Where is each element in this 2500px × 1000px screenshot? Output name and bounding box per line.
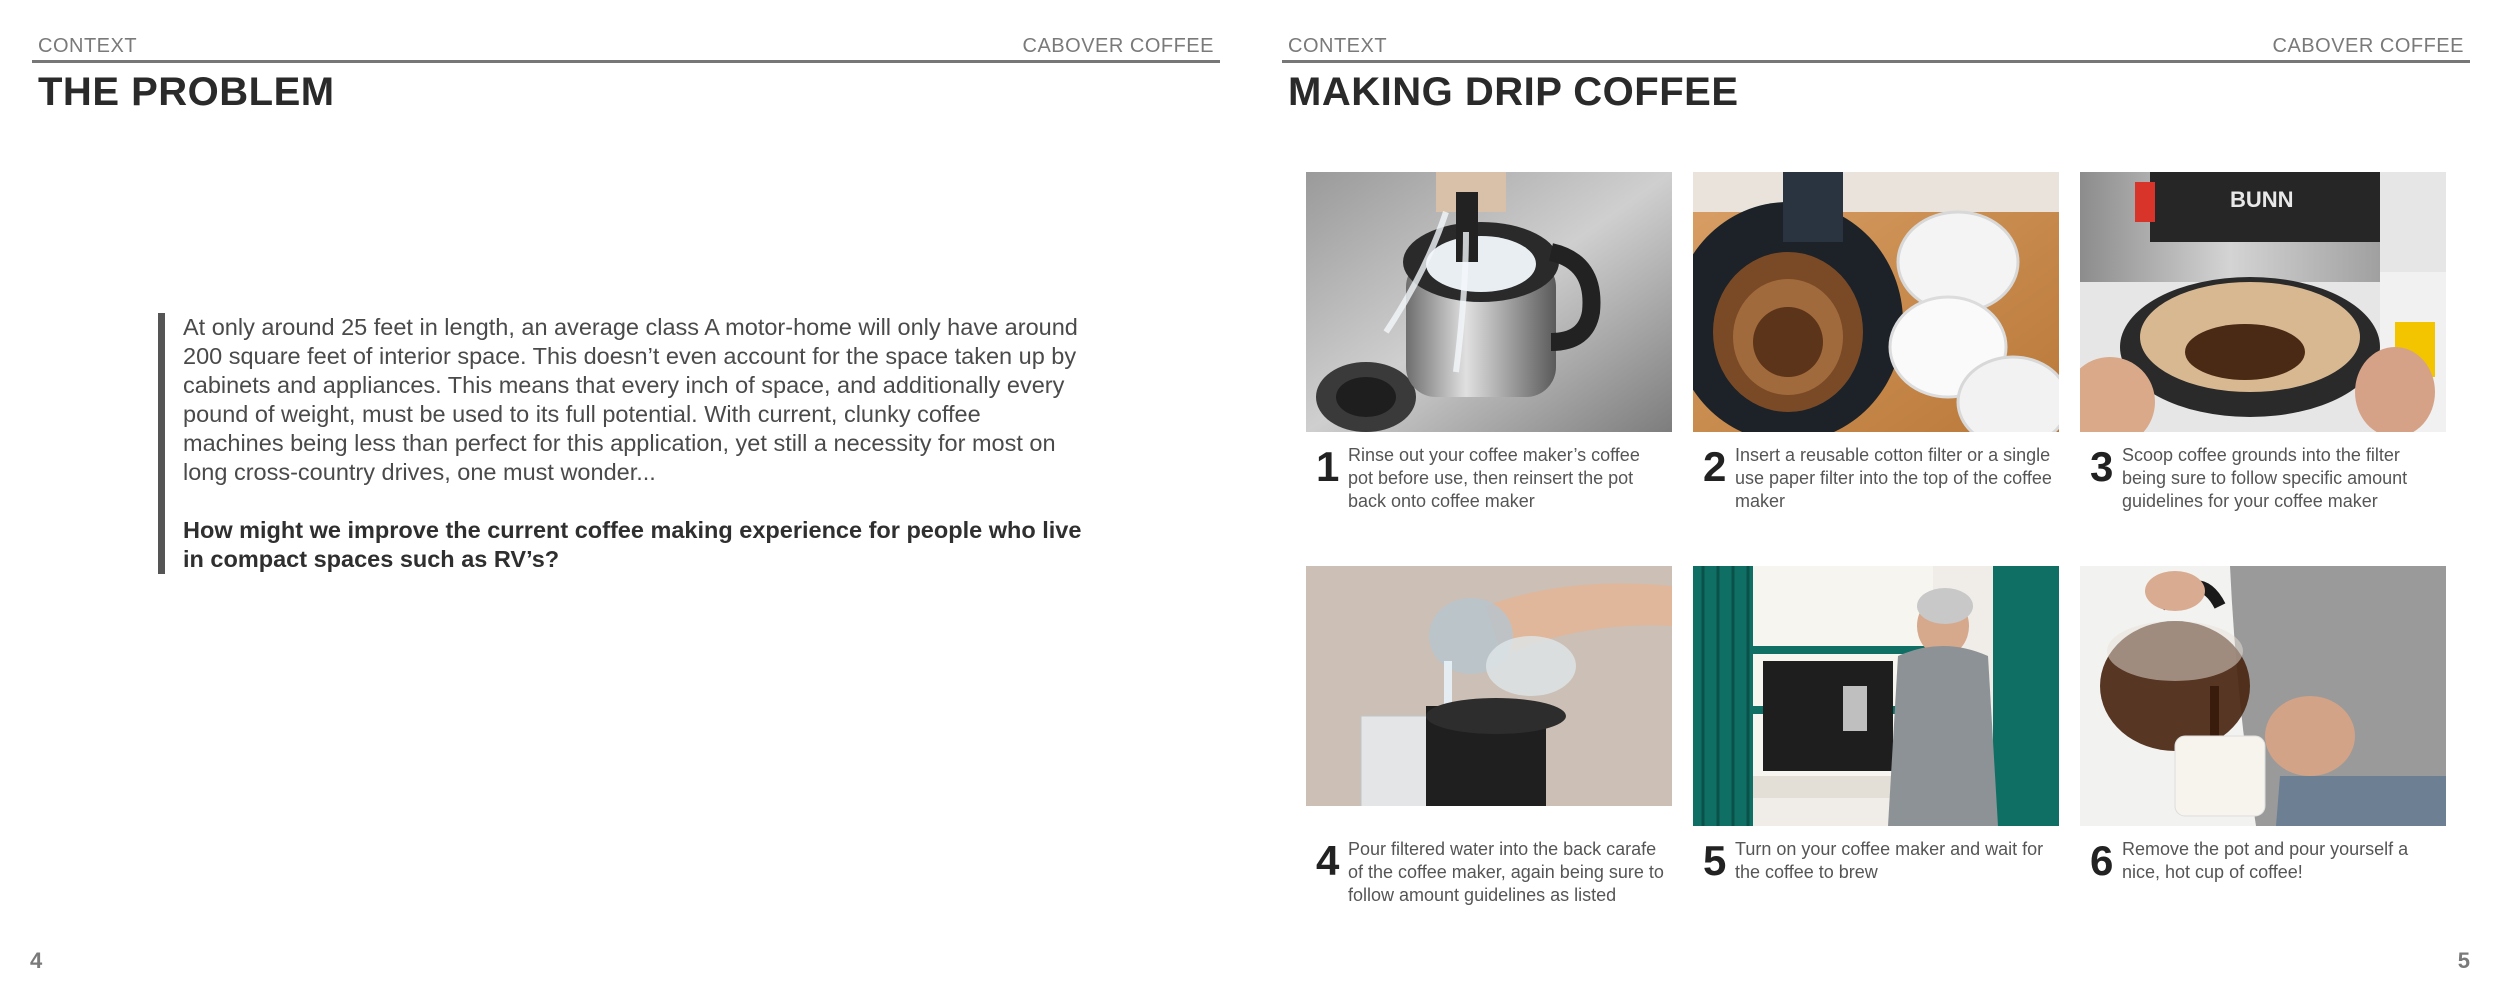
step-description: Pour filtered water into the back carafe of the coffee maker, again being sure to follow amount guidelines as listed (1348, 839, 1664, 905)
page-header (1282, 34, 2470, 63)
right-page (1250, 0, 2500, 1000)
step-number: 1 (1316, 443, 1340, 490)
step-number: 4 (1316, 837, 1340, 884)
project-label: CABOVER COFFEE (2272, 35, 2464, 57)
step-description: Scoop coffee grounds into the filter being sure to follow specific amount guidelines for your coffee maker (2122, 445, 2408, 511)
section-label: CONTEXT (1288, 35, 1388, 57)
project-label: CABOVER COFFEE (1022, 35, 1214, 57)
step-1-photo-rinsing-pot (1306, 172, 1672, 432)
problem-body: At only around 25 feet in length, an average class A motor-home will only have around 200 square feet of interior space. This doesn’t even account for the space taken up by cabinets and appliances. This means that every inch of space, and additionally every pound of weight, must be used to its full potential. With current, clunky coffee machines being less than perfect for this application, yet still a necessity for most on long cross-country drives, one must wonder... (183, 314, 1078, 485)
step-3-photo-scooping-grounds (2080, 172, 2446, 432)
section-label: CONTEXT (38, 35, 138, 57)
problem-statement (158, 313, 1083, 574)
page-number: 5 (2457, 948, 2470, 973)
page-number: 4 (30, 948, 43, 973)
step-6-photo-pouring-coffee (2080, 566, 2446, 826)
step-number: 6 (2090, 837, 2114, 884)
step-description: Turn on your coffee maker and wait for the coffee to brew (1735, 839, 2044, 882)
step-2-photo-filter-basket (1693, 172, 2059, 432)
page-title: MAKING DRIP COFFEE (1288, 70, 1739, 114)
step-number: 5 (1703, 837, 1727, 884)
step-5-photo-brewing (1693, 566, 2059, 826)
step-description: Remove the pot and pour yourself a nice, hot cup of coffee! (2122, 839, 2409, 882)
how-might-we-question: How might we improve the current coffee making experience for people who live in compact spaces such as RV’s? (183, 517, 1082, 572)
step-description: Rinse out your coffee maker’s coffee pot before use, then reinsert the pot back onto coffee maker (1348, 445, 1640, 511)
step-4-photo-pouring-water (1306, 566, 1672, 826)
page-header (32, 34, 1220, 63)
step-number: 2 (1703, 443, 1727, 490)
bunn-logo: BUNN (2230, 187, 2294, 212)
step-description: Insert a reusable cotton filter or a single use paper filter into the top of the coffee maker (1735, 445, 2052, 511)
step-number: 3 (2090, 443, 2114, 490)
page-title: THE PROBLEM (38, 70, 335, 114)
